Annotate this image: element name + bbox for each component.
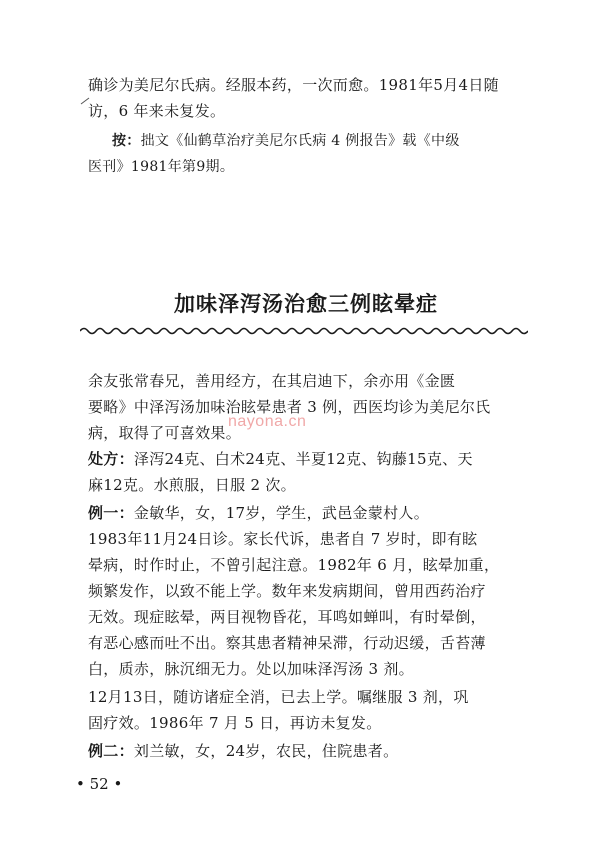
section-title: 加味泽泻汤治愈三例眩晕症 [174,292,438,316]
intro-paragraph [88,368,520,446]
case2-header [88,738,520,764]
text-line: 余友张常春兄，善用经方，在其启迪下，余亦用《金匮 [88,372,456,390]
case1-label: 例一： [88,504,134,522]
followup-paragraph [88,684,520,736]
text-line: 晕病，时作时止，不曾引起注意。1982年 6 月，眩晕加重， [88,556,500,574]
text-line: 访，6 年来未复发。 [88,102,226,120]
recipe-paragraph [88,446,520,498]
author-note [88,128,520,180]
text-line: 固疗效。1986年 7 月 5 日，再访未复发。 [88,714,382,732]
text-line: 白，质赤，脉沉细无力。处以加味泽泻汤 3 剂。 [88,660,414,678]
text-line: 泽泻24克、白术24克、半夏12克、钩藤15克、天 [133,450,473,468]
recipe-label: 处方： [88,450,134,468]
watermark: nayona.cn [228,413,307,430]
text-line: 1983年11月24日诊。家长代诉，患者自 7 岁时，即有眩 [88,530,478,548]
text-line: 12月13日，随访诸症全消，已去上学。嘱继服 3 剂，巩 [88,688,469,706]
note-text: 拙文《仙鹤草治疗美尼尔氏病 4 例报告》载《中级 [140,133,460,149]
text-line: 刘兰敏，女，24岁，农民，住院患者。 [133,742,399,760]
text-line: 要略》中泽泻汤加味治眩晕患者 3 例，西医均诊为美尼尔氏 [88,398,491,416]
case2-label: 例二： [88,742,134,760]
text-line: 频繁发作，以致不能上学。数年来发病期间，曾用西药治疗 [88,582,486,600]
paragraph-continuation [88,72,520,124]
case1-header [88,500,520,526]
text-line: 麻12克。水煎服，日服 2 次。 [88,476,296,494]
text-line: 确诊为美尼尔氏病。经服本药，一次而愈。1981年5月4日随 [88,76,499,94]
wavy-rule [80,326,528,336]
text-line: 金敏华，女，17岁，学生，武邑金蒙村人。 [133,504,429,522]
text-line: 病，取得了可喜效果。 [88,424,242,442]
page-number: • 52 • [76,775,123,793]
case1-body [88,526,520,682]
text-line: 无效。现症眩晕，两目视物昏花，耳鸣如蝉叫，有时晕倒， [88,608,486,626]
note-label: 按： [112,133,141,149]
note-text: 医刊》1981年第9期。 [88,159,235,175]
text-line: 有恶心感而吐不出。察其患者精神呆滞，行动迟缓，舌苔薄 [88,634,486,652]
